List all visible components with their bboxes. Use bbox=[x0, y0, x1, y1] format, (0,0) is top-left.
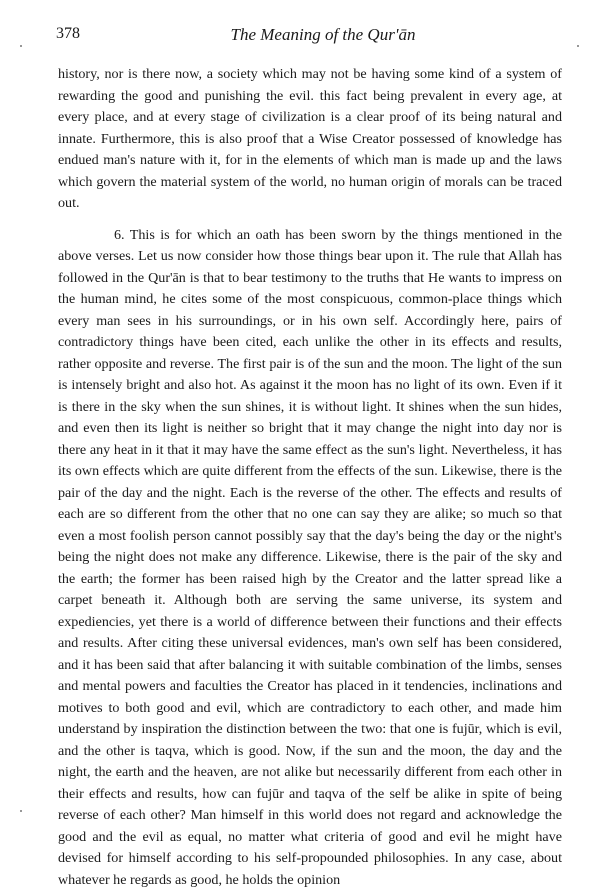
body-text bbox=[58, 64, 562, 891]
scan-speck bbox=[577, 45, 579, 47]
scan-speck bbox=[20, 810, 22, 812]
paragraph-continued: history, nor is there now, a society which may not be having some kind of a system of rewarding the good and punishing the evil. this fact being prevalent in every age, at every place, and at every stage of civilization is a clear proof of its being natural and innate. Furthermore, this is also proof that a Wise Creator possessed of knowledge has endued man's nature with it, for in the elements of which man is made up and the laws which govern the material system of the world, no human origin of morals can be traced out. bbox=[58, 64, 562, 215]
page-number: 378 bbox=[56, 25, 80, 43]
scan-speck bbox=[20, 45, 22, 47]
paragraph-note-6: 6. This is for which an oath has been sworn by the things mentioned in the above verses. Let us now consider how those things bear upon it. The rule that Allah has followed in the Qur'ān is that to bear testimony to the truths that He wants to impress on the human mind, he cites some of the most conspicuous, common-place things which every man sees in his surroundings, or in his own self. Accordingly here, pairs of contradictory things have been cited, each unlike the other in its effects and results, rather opposite and reverse. The first pair is of the sun and the moon. The light of the sun is intensely bright and also hot. As against it the moon has no light of its own. Even if it is there in the sky when the sun shines, it is without light. It shines when the sun hides, and even then its light is neither so bright that it may change the night into day nor is there any heat in it that it may have the same effect as the sun's light. Nevertheless, it has its own effects which are quite different from the effects of the sun. Likewise, there is the pair of the day and the night. Each is the reverse of the other. The effects and results of each are so different from the other that no one can say they are alike; so much so that even a most foolish person cannot possibly say that the day's being the day or the night's being the night does not make any difference. Likewise, there is the pair of the sky and the earth; the former has been raised high by the Creator and the latter spread like a carpet beneath it. Although both are serving the same universe, its system and expediencies, yet there is a world of difference between their functions and their effects and results. After citing these universal evidences, man's own self has been considered, and it has been said that after balancing it with suitable combination of the limbs, senses and mental powers and faculties the Creator has placed in it tendencies, inclinations and motives to both good and evil, which are contradictory to each other, and made him understand by inspiration the distinction between the two: that one is fujūr, which is evil, and the other is taqva, which is good. Now, if the sun and the moon, the day and the night, the earth and the heaven, are not alike but necessarily different from each other in their effects and results, how can fujūr and taqva of the self be alike in spite of being reverse of each other? Man himself in this world does not regard and acknowledge the good and the evil as equal, no matter what criteria of good and evil he might have devised for himself according to his self-propounded philosophies. In any case, about whatever he regards as good, he holds the opinion bbox=[58, 225, 562, 891]
running-title: The Meaning of the Qur'ān bbox=[56, 25, 560, 45]
page-header bbox=[56, 25, 560, 49]
